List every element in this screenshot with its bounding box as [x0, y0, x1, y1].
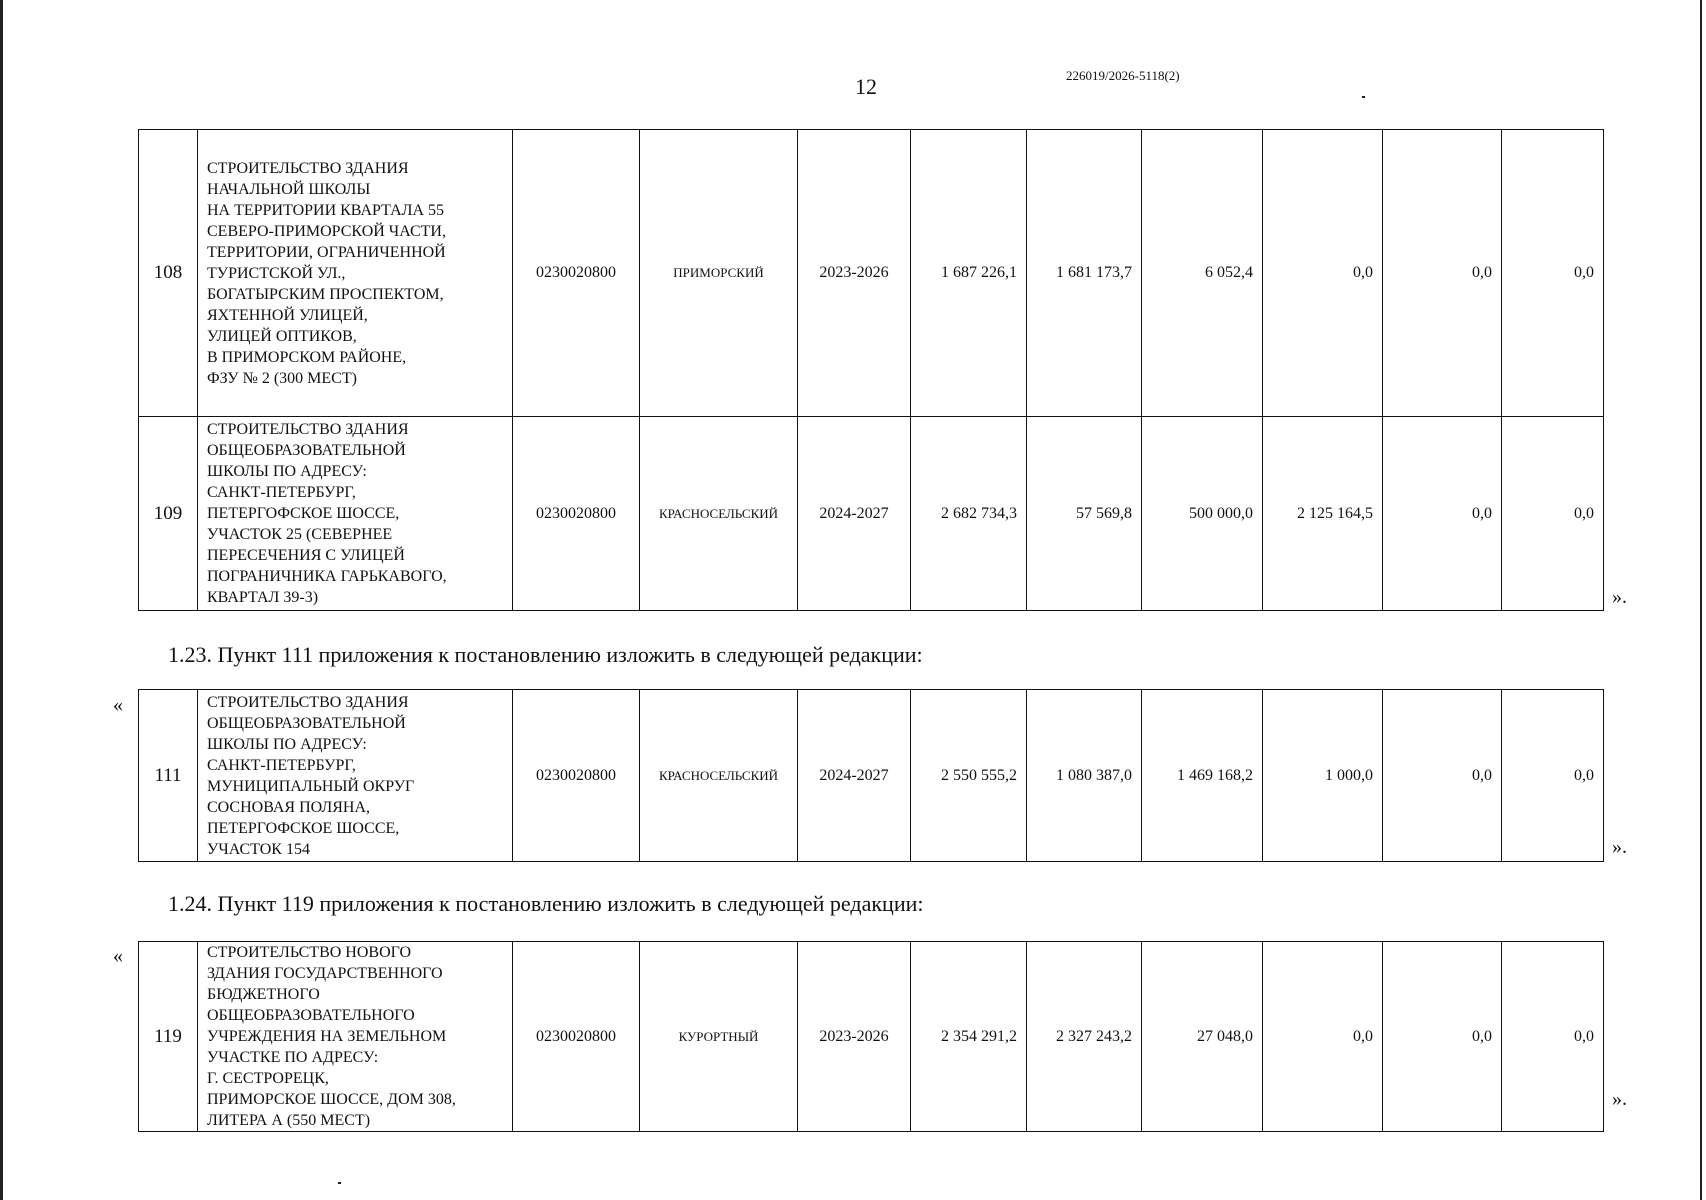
value-col-1: 1 080 387,0	[1027, 690, 1142, 862]
name-line: ПРИМОРСКОЕ ШОССЕ, ДОМ 308,	[207, 1091, 456, 1108]
closing-quote: ».	[1612, 1088, 1627, 1110]
document-reference: 226019/2026-5118(2)	[1066, 68, 1180, 83]
paragraph-1-23: 1.23. Пункт 111 приложения к постановлению изложить в следующей редакции:	[168, 642, 923, 667]
name-line: ОБЩЕОБРАЗОВАТЕЛЬНОГО	[207, 1007, 415, 1024]
closing-quote: ».	[1612, 586, 1627, 608]
value-col-2: 27 048,0	[1142, 942, 1263, 1132]
name-line: ШКОЛЫ ПО АДРЕСУ:	[207, 735, 367, 753]
name-line: ПЕРЕСЕЧЕНИЯ С УЛИЦЕЙ	[207, 547, 405, 564]
name-line: СТРОИТЕЛЬСТВО ЗДАНИЯ	[207, 693, 409, 711]
target-article-code: 0230020800	[513, 690, 640, 862]
name-line: ОБЩЕОБРАЗОВАТЕЛЬНОЙ	[207, 714, 406, 732]
name-line: ПОГРАНИЧНИКА ГАРЬКАВОГО,	[207, 568, 447, 585]
value-col-2: 6 052,4	[1142, 130, 1263, 417]
name-line: В ПРИМОРСКОМ РАЙОНЕ,	[207, 348, 407, 366]
name-line: САНКТ-ПЕТЕРБУРГ,	[207, 756, 356, 774]
scan-speck	[1362, 96, 1365, 98]
target-article-code: 0230020800	[513, 942, 640, 1132]
value-col-5: 0,0	[1502, 690, 1604, 862]
opening-quote: «	[113, 694, 123, 716]
target-article-code: 0230020800	[513, 417, 640, 611]
target-article-code: 0230020800	[513, 130, 640, 417]
name-line: БОГАТЫРСКИМ ПРОСПЕКТОМ,	[207, 285, 444, 303]
value-col-4: 0,0	[1383, 417, 1502, 611]
page-number: 12	[855, 74, 877, 99]
name-line: ТУРИСТСКОЙ УЛ.,	[207, 264, 346, 282]
value-col-3: 0,0	[1263, 130, 1383, 417]
items-table-108-109	[138, 129, 1604, 611]
value-col-5: 0,0	[1502, 417, 1604, 611]
name-line: СЕВЕРО-ПРИМОРСКОЙ ЧАСТИ,	[207, 222, 446, 240]
paragraph-1-24: 1.24. Пункт 119 приложения к постановлению изложить в следующей редакции:	[168, 891, 924, 916]
name-line: НА ТЕРРИТОРИИ КВАРТАЛА 55	[207, 201, 445, 219]
name-line: ЛИТЕРА А (550 МЕСТ)	[207, 1112, 371, 1129]
name-line: САНКТ-ПЕТЕРБУРГ,	[207, 484, 356, 501]
total-value: 2 354 291,2	[911, 942, 1027, 1132]
items-table-111	[138, 689, 1604, 862]
items-table-119	[138, 941, 1604, 1132]
name-line: КВАРТАЛ 39-3)	[207, 589, 319, 606]
total-value: 1 687 226,1	[911, 130, 1027, 417]
scan-left-edge	[0, 0, 3, 1200]
row-number: 119	[139, 942, 198, 1132]
value-col-5: 0,0	[1502, 130, 1604, 417]
name-line: УЛИЦЕЙ ОПТИКОВ,	[207, 327, 357, 345]
row-number: 111	[139, 690, 198, 862]
table-row	[139, 942, 1604, 1132]
value-col-2: 500 000,0	[1142, 417, 1263, 611]
name-line: СТРОИТЕЛЬСТВО НОВОГО	[207, 944, 412, 961]
period: 2024-2027	[798, 417, 911, 611]
table-row	[139, 130, 1604, 417]
name-line: ПЕТЕРГОФСКОЕ ШОССЕ,	[207, 505, 400, 522]
row-number: 108	[139, 130, 198, 417]
table-row	[139, 690, 1604, 862]
name-line: УЧАСТОК 154	[207, 840, 310, 858]
period: 2023-2026	[798, 942, 911, 1132]
opening-quote: «	[113, 945, 123, 967]
period: 2023-2026	[798, 130, 911, 417]
period: 2024-2027	[798, 690, 911, 862]
name-line: ШКОЛЫ ПО АДРЕСУ:	[207, 463, 367, 480]
name-line: ЗДАНИЯ ГОСУДАРСТВЕННОГО	[207, 965, 443, 982]
value-col-1: 1 681 173,7	[1027, 130, 1142, 417]
value-col-4: 0,0	[1383, 942, 1502, 1132]
district: КУРОРТНЫЙ	[640, 942, 798, 1132]
name-line: СТРОИТЕЛЬСТВО ЗДАНИЯ	[207, 159, 409, 177]
name-line: Г. СЕСТРОРЕЦК,	[207, 1070, 329, 1087]
object-name	[198, 690, 513, 862]
value-col-2: 1 469 168,2	[1142, 690, 1263, 862]
object-name	[198, 130, 513, 417]
district: КРАСНОСЕЛЬСКИЙ	[640, 417, 798, 611]
name-line: БЮДЖЕТНОГО	[207, 986, 320, 1003]
name-line: НАЧАЛЬНОЙ ШКОЛЫ	[207, 180, 371, 198]
value-col-3: 1 000,0	[1263, 690, 1383, 862]
name-line: СТРОИТЕЛЬСТВО ЗДАНИЯ	[207, 421, 409, 438]
scan-speck	[338, 1182, 341, 1184]
total-value: 2 682 734,3	[911, 417, 1027, 611]
value-col-1: 2 327 243,2	[1027, 942, 1142, 1132]
closing-quote: ».	[1612, 836, 1627, 858]
object-name	[198, 417, 513, 611]
name-line: УЧАСТОК 25 (СЕВЕРНЕЕ	[207, 526, 393, 543]
name-line: УЧРЕЖДЕНИЯ НА ЗЕМЕЛЬНОМ	[207, 1028, 447, 1045]
object-name	[198, 942, 513, 1132]
value-col-5: 0,0	[1502, 942, 1604, 1132]
value-col-3: 0,0	[1263, 942, 1383, 1132]
table-row	[139, 417, 1604, 611]
value-col-3: 2 125 164,5	[1263, 417, 1383, 611]
name-line: ТЕРРИТОРИИ, ОГРАНИЧЕННОЙ	[207, 243, 446, 261]
scan-right-edge	[1700, 0, 1702, 1200]
name-line: ЯХТЕННОЙ УЛИЦЕЙ,	[207, 306, 368, 324]
name-line: УЧАСТКЕ ПО АДРЕСУ:	[207, 1049, 379, 1066]
name-line: ФЗУ № 2 (300 МЕСТ)	[207, 369, 357, 387]
value-col-1: 57 569,8	[1027, 417, 1142, 611]
value-col-4: 0,0	[1383, 690, 1502, 862]
name-line: ПЕТЕРГОФСКОЕ ШОССЕ,	[207, 819, 400, 837]
name-line: СОСНОВАЯ ПОЛЯНА,	[207, 798, 371, 816]
district: ПРИМОРСКИЙ	[640, 130, 798, 417]
total-value: 2 550 555,2	[911, 690, 1027, 862]
district: КРАСНОСЕЛЬСКИЙ	[640, 690, 798, 862]
row-number: 109	[139, 417, 198, 611]
name-line: МУНИЦИПАЛЬНЫЙ ОКРУГ	[207, 777, 415, 795]
name-line: ОБЩЕОБРАЗОВАТЕЛЬНОЙ	[207, 442, 406, 459]
value-col-4: 0,0	[1383, 130, 1502, 417]
